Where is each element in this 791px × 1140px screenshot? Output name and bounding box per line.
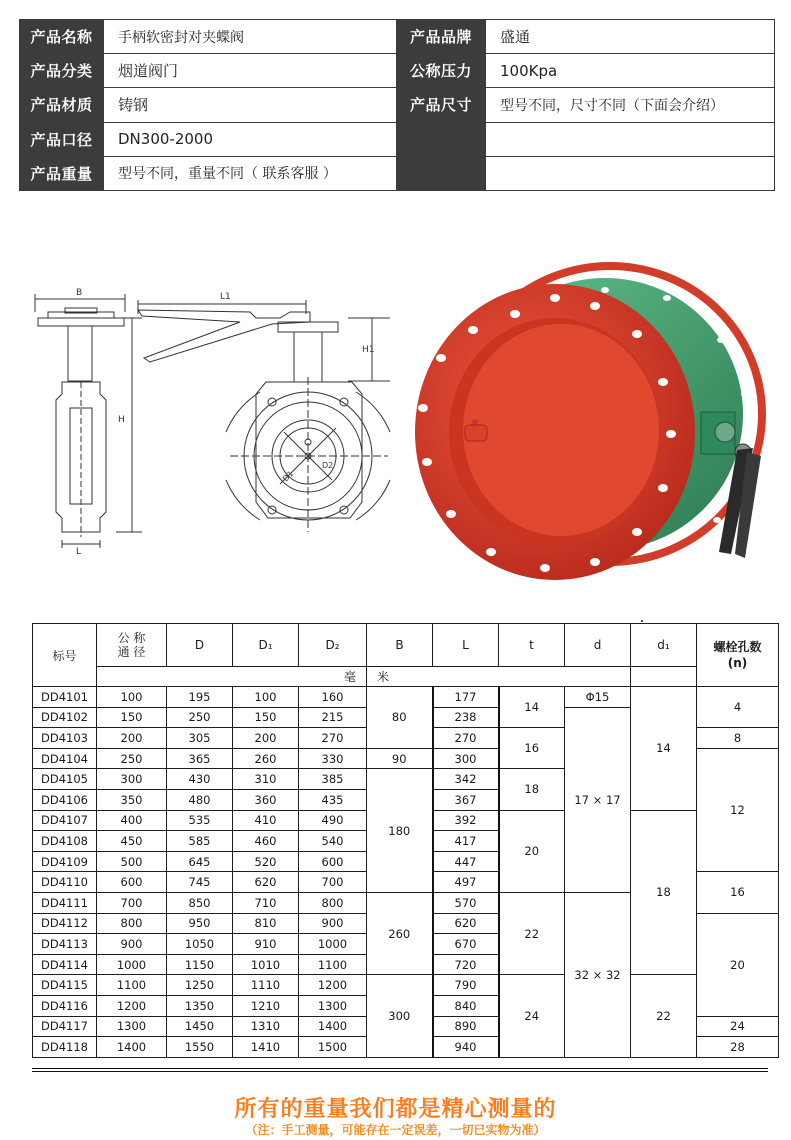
cell-d2: 1200 xyxy=(299,975,367,996)
cell-d: 250 xyxy=(167,707,233,728)
cell-code: DD4113 xyxy=(33,934,97,955)
spec-table xyxy=(32,623,779,1058)
cell-d1: 620 xyxy=(233,872,299,893)
cell-d1: 520 xyxy=(233,851,299,872)
cell-d2: 600 xyxy=(299,851,367,872)
label-material: 产品材质 xyxy=(20,88,104,122)
header-l: L xyxy=(433,624,499,667)
cell-d1: 410 xyxy=(233,810,299,831)
value-pressure: 100Kpa xyxy=(486,54,775,88)
cell-dn: 600 xyxy=(97,872,167,893)
table-row xyxy=(33,975,779,996)
cell-dn: 500 xyxy=(97,851,167,872)
cell-code: DD4106 xyxy=(33,789,97,810)
cell-bolt-d: 32 × 32 xyxy=(565,892,631,1057)
info-row xyxy=(20,54,775,88)
cell-b: 90 xyxy=(367,748,433,769)
cell-code: DD4105 xyxy=(33,769,97,790)
cell-l: 392 xyxy=(433,810,499,831)
cell-l: 300 xyxy=(433,748,499,769)
cell-bolt-holes: 12 xyxy=(697,748,779,872)
cell-d: 645 xyxy=(167,851,233,872)
valve-disc xyxy=(463,324,659,536)
unit-mm-1: 毫 xyxy=(97,667,367,687)
cell-code: DD4114 xyxy=(33,954,97,975)
cell-code: DD4110 xyxy=(33,872,97,893)
cell-d2: 435 xyxy=(299,789,367,810)
dim-d2: D2 xyxy=(322,461,334,470)
cell-d: 585 xyxy=(167,831,233,852)
cell-dn: 400 xyxy=(97,810,167,831)
cell-d: 1150 xyxy=(167,954,233,975)
cell-b: 300 xyxy=(367,975,433,1057)
dim-l: L xyxy=(76,547,82,557)
cell-d: 430 xyxy=(167,769,233,790)
cell-t: 16 xyxy=(499,728,565,769)
label-pressure: 公称压力 xyxy=(397,54,486,88)
cell-d2: 160 xyxy=(299,687,367,708)
cell-dn: 200 xyxy=(97,728,167,749)
cell-d1: 910 xyxy=(233,934,299,955)
cell-d2: 1400 xyxy=(299,1016,367,1037)
cell-d: 195 xyxy=(167,687,233,708)
cell-d2: 700 xyxy=(299,872,367,893)
cell-d2: 385 xyxy=(299,769,367,790)
cell-d: 950 xyxy=(167,913,233,934)
cell-code: DD4112 xyxy=(33,913,97,934)
cell-d1: 150 xyxy=(233,707,299,728)
dim-h: H xyxy=(118,415,125,425)
cell-t: 20 xyxy=(499,810,565,892)
cell-l: 270 xyxy=(433,728,499,749)
cell-dn: 1300 xyxy=(97,1016,167,1037)
cell-dn: 1200 xyxy=(97,995,167,1016)
cell-code: DD4101 xyxy=(33,687,97,708)
cell-d2: 1500 xyxy=(299,1037,367,1058)
footer-note: （注：手工测量，可能存在一定误差，一切已实物为准） xyxy=(245,1123,546,1137)
cell-l: 890 xyxy=(433,1016,499,1037)
cell-l: 840 xyxy=(433,995,499,1016)
header-row xyxy=(33,624,779,667)
cell-d2: 540 xyxy=(299,831,367,852)
value-caliber: DN300-2000 xyxy=(104,122,397,156)
cell-d1: 460 xyxy=(233,831,299,852)
cell-code: DD4116 xyxy=(33,995,97,1016)
cell-dn: 800 xyxy=(97,913,167,934)
cell-code: DD4117 xyxy=(33,1016,97,1037)
cell-d1: 310 xyxy=(233,769,299,790)
cell-d2: 490 xyxy=(299,810,367,831)
divider-line xyxy=(32,1068,768,1069)
cell-d2: 1000 xyxy=(299,934,367,955)
cell-d1: 100 xyxy=(233,687,299,708)
cell-bolt-d1: 14 xyxy=(631,687,697,811)
header-dn: 公 称 通 径 xyxy=(97,624,167,667)
info-row xyxy=(20,156,775,190)
cell-d1: 710 xyxy=(233,892,299,913)
value-weight: 型号不同，重量不同（ 联系客服 ） xyxy=(104,156,397,190)
cell-d1: 360 xyxy=(233,789,299,810)
header-d1: D₁ xyxy=(233,624,299,667)
empty-value-cell xyxy=(486,122,775,156)
cell-dn: 1000 xyxy=(97,954,167,975)
cell-l: 790 xyxy=(433,975,499,996)
table-row xyxy=(33,687,779,708)
cell-l: 497 xyxy=(433,872,499,893)
cell-code: DD4107 xyxy=(33,810,97,831)
cell-d: 1350 xyxy=(167,995,233,1016)
cell-code: DD4109 xyxy=(33,851,97,872)
cell-d: 850 xyxy=(167,892,233,913)
cell-code: DD4104 xyxy=(33,748,97,769)
cell-code: DD4102 xyxy=(33,707,97,728)
unit-mm-2: 米 xyxy=(367,667,631,687)
value-brand: 盛通 xyxy=(486,20,775,54)
header-bolt-d1: d₁ xyxy=(631,624,697,667)
cell-bolt-holes: 4 xyxy=(697,687,779,728)
cell-l: 367 xyxy=(433,789,499,810)
footer-title: 所有的重量我们都是精心测量的 xyxy=(234,1097,557,1122)
label-size: 产品尺寸 xyxy=(397,88,486,122)
cell-dn: 900 xyxy=(97,934,167,955)
cell-l: 620 xyxy=(433,913,499,934)
header-d2: D₂ xyxy=(299,624,367,667)
cell-d1: 1010 xyxy=(233,954,299,975)
cell-b: 260 xyxy=(367,892,433,974)
valve-technical-drawing xyxy=(10,282,410,557)
cell-b: 180 xyxy=(367,769,433,893)
cell-d: 480 xyxy=(167,789,233,810)
header-bolt-d: d xyxy=(565,624,631,667)
header-code: 标号 xyxy=(33,624,97,687)
cell-d: 1550 xyxy=(167,1037,233,1058)
cell-d: 305 xyxy=(167,728,233,749)
cell-d1: 1310 xyxy=(233,1016,299,1037)
cell-t: 14 xyxy=(499,687,565,728)
cell-dn: 450 xyxy=(97,831,167,852)
cell-d1: 1210 xyxy=(233,995,299,1016)
cell-bolt-d1: 22 xyxy=(631,975,697,1057)
cell-bolt-d1: 18 xyxy=(631,810,697,975)
empty-value-cell xyxy=(486,156,775,190)
cell-d1: 1110 xyxy=(233,975,299,996)
cell-code: DD4115 xyxy=(33,975,97,996)
cell-l: 342 xyxy=(433,769,499,790)
empty-label-cell xyxy=(397,156,486,190)
front-view xyxy=(138,292,390,532)
cell-code: DD4118 xyxy=(33,1037,97,1058)
label-brand: 产品品牌 xyxy=(397,20,486,54)
dim-d1: D1 xyxy=(281,469,296,484)
cell-d: 535 xyxy=(167,810,233,831)
cell-d2: 900 xyxy=(299,913,367,934)
divider-line xyxy=(32,1071,768,1072)
header-b: B xyxy=(367,624,433,667)
cell-dn: 700 xyxy=(97,892,167,913)
side-view xyxy=(35,288,142,557)
cell-l: 177 xyxy=(433,687,499,708)
cell-d2: 1100 xyxy=(299,954,367,975)
info-row xyxy=(20,20,775,54)
cell-dn: 350 xyxy=(97,789,167,810)
cell-d1: 810 xyxy=(233,913,299,934)
cell-code: DD4111 xyxy=(33,892,97,913)
valve-product-photo xyxy=(405,262,785,582)
cell-d: 745 xyxy=(167,872,233,893)
cell-code: DD4108 xyxy=(33,831,97,852)
cell-b: 80 xyxy=(367,687,433,749)
cell-bolt-holes: 8 xyxy=(697,728,779,749)
cell-dn: 250 xyxy=(97,748,167,769)
cell-l: 417 xyxy=(433,831,499,852)
cell-dn: 1100 xyxy=(97,975,167,996)
cell-code: DD4103 xyxy=(33,728,97,749)
cell-bolt-d: Φ15 xyxy=(565,687,631,708)
cell-l: 238 xyxy=(433,707,499,728)
cell-d1: 200 xyxy=(233,728,299,749)
label-product-name: 产品名称 xyxy=(20,20,104,54)
dim-h1: H1 xyxy=(362,345,375,355)
cell-d2: 1300 xyxy=(299,995,367,1016)
cell-l: 940 xyxy=(433,1037,499,1058)
cell-dn: 300 xyxy=(97,769,167,790)
cell-t: 18 xyxy=(499,769,565,810)
cell-t: 22 xyxy=(499,892,565,974)
cell-l: 720 xyxy=(433,954,499,975)
value-size: 型号不同，尺寸不同（下面会介绍） xyxy=(486,88,775,122)
dim-l1: L1 xyxy=(220,292,231,302)
cell-d2: 330 xyxy=(299,748,367,769)
value-category: 烟道阀门 xyxy=(104,54,397,88)
label-caliber: 产品口径 xyxy=(20,122,104,156)
label-category: 产品分类 xyxy=(20,54,104,88)
cell-l: 670 xyxy=(433,934,499,955)
dim-b: B xyxy=(76,288,83,298)
info-row xyxy=(20,122,775,156)
header-d: D xyxy=(167,624,233,667)
empty-label-cell xyxy=(397,122,486,156)
cell-d: 1250 xyxy=(167,975,233,996)
stray-dot xyxy=(641,620,643,622)
cell-bolt-holes: 28 xyxy=(697,1037,779,1058)
cell-dn: 1400 xyxy=(97,1037,167,1058)
info-row xyxy=(20,88,775,122)
cell-d1: 260 xyxy=(233,748,299,769)
cell-dn: 150 xyxy=(97,707,167,728)
unit-row xyxy=(33,667,779,687)
value-product-name: 手柄软密封对夹蝶阀 xyxy=(104,20,397,54)
cell-l: 570 xyxy=(433,892,499,913)
cell-dn: 100 xyxy=(97,687,167,708)
spec-body xyxy=(33,687,779,1058)
cell-d: 1450 xyxy=(167,1016,233,1037)
cell-bolt-d: 17 × 17 xyxy=(565,707,631,892)
cell-bolt-holes: 16 xyxy=(697,872,779,913)
cell-bolt-holes: 24 xyxy=(697,1016,779,1037)
cell-d1: 1410 xyxy=(233,1037,299,1058)
cell-d: 1050 xyxy=(167,934,233,955)
cell-d: 365 xyxy=(167,748,233,769)
cell-d2: 800 xyxy=(299,892,367,913)
cell-bolt-holes: 20 xyxy=(697,913,779,1016)
cell-d2: 215 xyxy=(299,707,367,728)
header-t: t xyxy=(499,624,565,667)
cell-l: 447 xyxy=(433,851,499,872)
label-weight: 产品重量 xyxy=(20,156,104,190)
cell-d2: 270 xyxy=(299,728,367,749)
header-bolt-holes: 螺栓孔数 (n) xyxy=(697,624,779,687)
product-info-table xyxy=(19,19,775,191)
value-material: 铸钢 xyxy=(104,88,397,122)
cell-t: 24 xyxy=(499,975,565,1057)
